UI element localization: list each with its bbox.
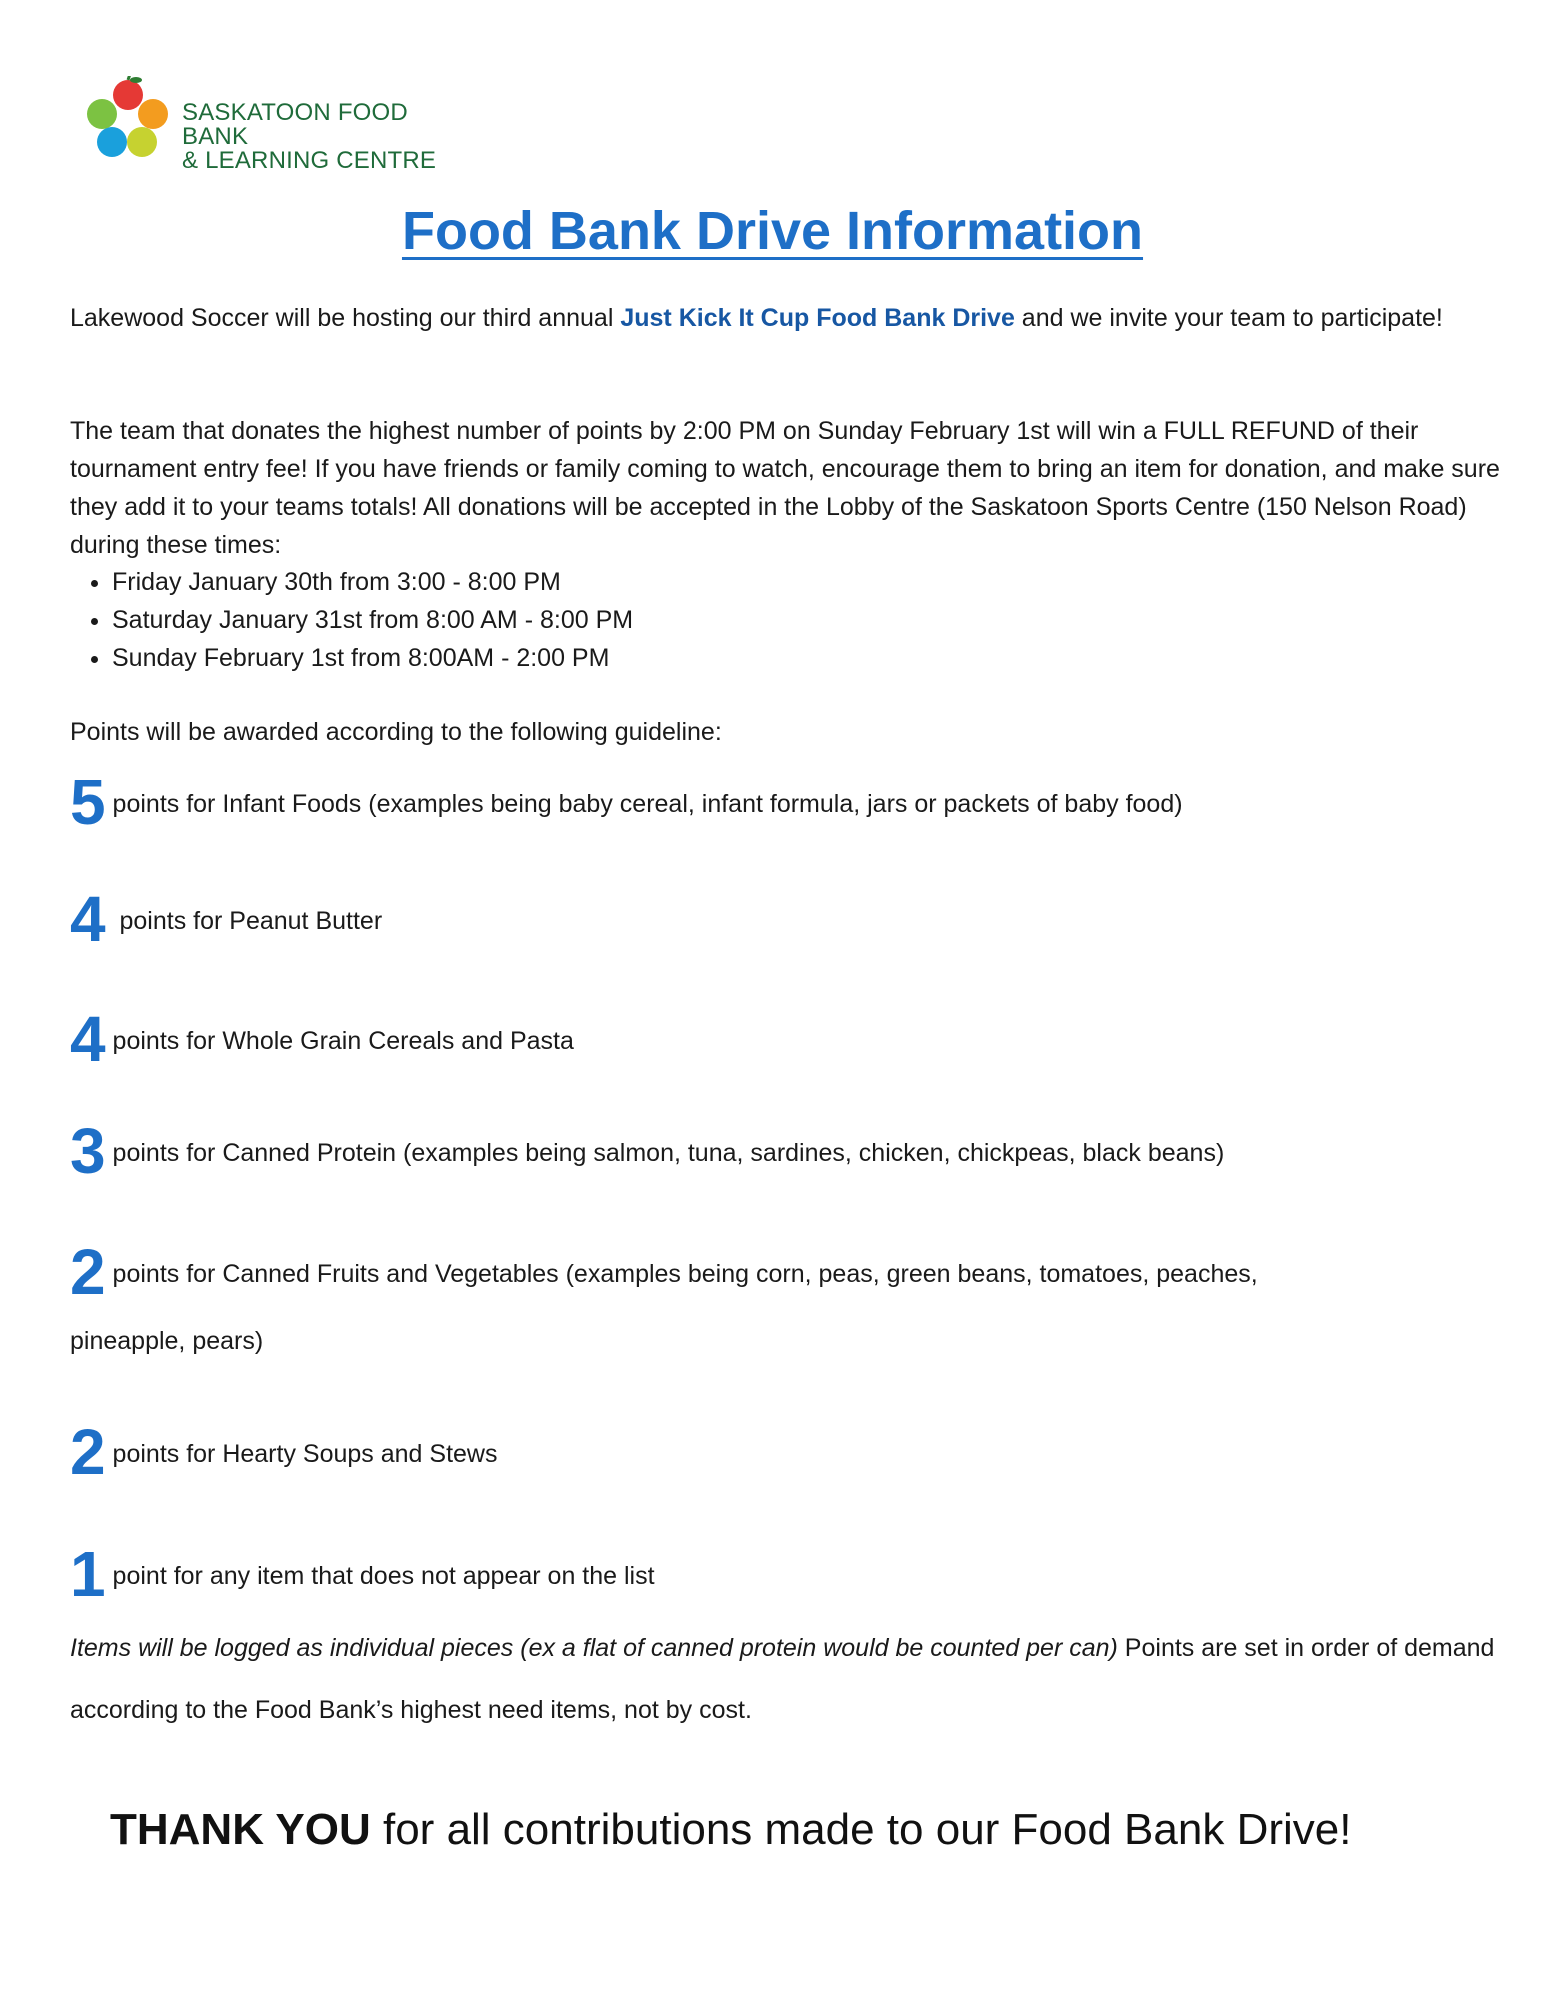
points-value: 1: [70, 1538, 106, 1610]
points-value: 2: [70, 1416, 106, 1488]
points-description: points for Hearty Soups and Stews: [112, 1440, 498, 1468]
points-row-continuation: pineapple, pears): [70, 1327, 264, 1355]
thank-you-rest: for all contributions made to our Food Bank Drive!: [370, 1805, 1352, 1854]
logo-line-2: & LEARNING CENTRE: [182, 147, 437, 174]
points-description: points for Infant Foods (examples being baby cereal, infant formula, jars or packets of baby food): [112, 790, 1183, 818]
apple-flower-icon: [78, 76, 178, 166]
intro-paragraph: [70, 299, 1510, 337]
logo-wordmark: [182, 101, 458, 173]
points-description: points for Whole Grain Cereals and Pasta: [112, 1027, 574, 1055]
points-description: points for Canned Fruits and Vegetables (examples being corn, peas, green beans, tomatoes, peaches,: [112, 1260, 1258, 1288]
intro-text-post: and we invite your team to participate!: [1014, 304, 1443, 332]
points-description: points for Canned Protein (examples being salmon, tuna, sardines, chicken, chickpeas, black beans): [112, 1139, 1225, 1167]
list-item: • Friday January 30th from 3:00 - 8:00 PM: [112, 563, 633, 601]
page-title-text: Food Bank Drive Information: [401, 201, 1144, 261]
guideline-intro: Points will be awarded according to the following guideline:: [70, 718, 722, 746]
thank-you-bold: THANK YOU: [110, 1805, 371, 1854]
donation-times-list: [80, 563, 633, 677]
logging-note: [70, 1617, 1510, 1741]
logo: [78, 76, 458, 174]
points-value: 5: [70, 766, 106, 838]
points-description: points for Peanut Butter: [112, 907, 383, 935]
points-description: point for any item that does not appear on the list: [112, 1562, 655, 1590]
thank-you-message: [110, 1805, 1351, 1855]
points-value: 2: [70, 1236, 106, 1308]
page-title: [0, 200, 1545, 262]
intro-text-pre: Lakewood Soccer will be hosting our third annual: [70, 304, 621, 332]
logging-note-plain: Points are set in order of demand according to the Food Bank’s highest need items, not by cost.: [70, 1634, 1495, 1724]
list-item: • Sunday February 1st from 8:00AM - 2:00 PM: [112, 639, 633, 677]
points-value: 4: [70, 883, 106, 955]
list-item: • Saturday January 31st from 8:00 AM - 8:00 PM: [112, 601, 633, 639]
logo-line-1: SASKATOON FOOD BANK: [182, 99, 408, 150]
points-row-canned-fruits-vegetables: [70, 1236, 1510, 1308]
points-value: 4: [70, 1003, 106, 1075]
points-row-soups-stews: [70, 1416, 1510, 1488]
event-name: Just Kick It Cup Food Bank Drive: [620, 304, 1015, 332]
points-row-infant-foods: [70, 766, 1510, 838]
points-row-cereals-pasta: [70, 1003, 1510, 1075]
points-row-canned-protein: [70, 1115, 1510, 1187]
logging-note-italic: Items will be logged as individual pieces (ex a flat of canned protein would be counted per can): [70, 1634, 1118, 1662]
points-value: 3: [70, 1115, 106, 1187]
points-row-peanut-butter: [70, 883, 1510, 955]
details-paragraph: The team that donates the highest number of points by 2:00 PM on Sunday February 1st will win a FULL REFUND of their tournament entry fee! If you have friends or family coming to watch, encourage them to bring an item for donation, and make sure they add it to your teams totals! All donations will be accepted in the Lobby of the Saskatoon Sports Centre (150 Nelson Road) during these times:: [70, 417, 1500, 559]
points-row-other-items: [70, 1538, 1510, 1610]
